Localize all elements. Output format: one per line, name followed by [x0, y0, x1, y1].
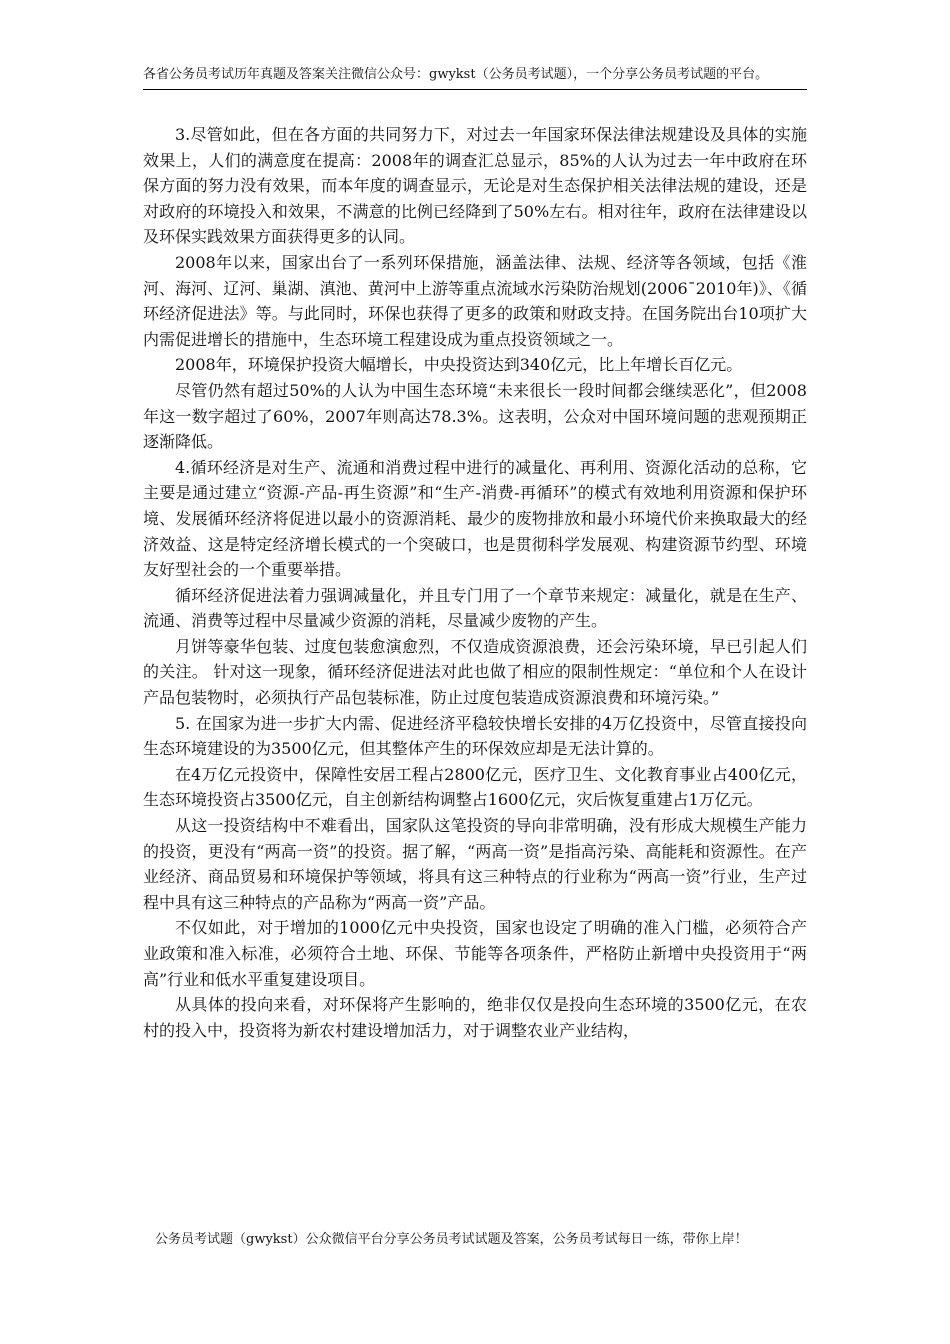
paragraph: 2008年以来，国家出台了一系列环保措施，涵盖法律、法规、经济等各领域，包括《淮河、海河、辽河、巢湖、滇池、黄河中上游等重点流域水污染防治规划(2006¯2010年)》、《循环经济促进法》等。与此同时，环保也获得了更多的政策和财政支持。在国务院出台10项扩大内需促进增长的措施中，生态环境工程建设成为重点投资领域之一。 [143, 252, 807, 349]
paragraph: 月饼等豪华包装、过度包装愈演愈烈，不仅造成资源浪费，还会污染环境，早已引起人们的关注。 针对这一现象，循环经济促进法对此也做了相应的限制性规定：“单位和个人在设计产品包装物时，必须执行产品包装标准，防止过度包装造成资源浪费和环境污染。” [143, 636, 807, 708]
paragraph: 3.尽管如此，但在各方面的共同努力下，对过去一年国家环保法律法规建设及具体的实施效果上，人们的满意度在提高：2008年的调查汇总显示，85%的人认为过去一年中政府在环保方面的努力没有效果，而本年度的调查显示，无论是对生态保护相关法律法规的建设，还是对政府的环境投入和效果，不满意的比例已经降到了50%左右。相对往年，政府在法律建设以及环保实践效果方面获得更多的认同。 [143, 125, 807, 247]
header-divider [143, 89, 807, 90]
paragraph: 从这一投资结构中不难看出，国家队这笔投资的导向非常明确，没有形成大规模生产能力的投资，更没有“两高一资”的投资。据了解，“两高一资”是指高污染、高能耗和资源性。在产业经济、商品贸易和环境保护等领域，将具有这三种特点的行业称为“两高一资”行业，生产过程中具有这三种特点的产品称为“两高一资”产品。 [143, 816, 807, 912]
page-footer: 公务员考试题（gwykst）公众微信平台分享公务员考试试题及答案，公务员考试每日一练，带你上岸！ [155, 1232, 748, 1247]
paragraph: 2008年，环境保护投资大幅增长，中央投资达到340亿元，比上年增长百亿元。 [175, 355, 743, 375]
paragraph: 不仅如此，对于增加的1000亿元中央投资，国家也设定了明确的准入门槛，必须符合产业政策和准入标准，必须符合土地、环保、节能等各项条件，严格防止新增中央投资用于“两高”行业和低水平重复建设项目。 [143, 918, 807, 989]
paragraph: 从具体的投向来看，对环保将产生影响的，绝非仅仅是投向生态环境的3500亿元，在农村的投入中，投资将为新农村建设增加活力，对于调整农业产业结构， [143, 995, 807, 1040]
paragraph: 尽管仍然有超过50%的人认为中国生态环境“未来很长一段时间都会继续恶化”，但2008年这一数字超过了60%，2007年则高达78.3%。这表明，公众对中国环境问题的悲观预期正逐渐降低。 [143, 380, 807, 452]
paragraph: 循环经济促进法着力强调减量化，并且专门用了一个章节来规定：减量化，就是在生产、流通、消费等过程中尽量减少资源的消耗，尽量减少废物的产生。 [143, 585, 807, 631]
page-header: 各省公务员考试历年真题及答案关注微信公众号：gwykst（公务员考试题），一个分享公务员考试题的平台。 [143, 67, 769, 82]
paragraph: 4.循环经济是对生产、流通和消费过程中进行的减量化、再利用、资源化活动的总称，它主要是通过建立“资源-产品-再生资源”和“生产-消费-再循环”的模式有效地利用资源和保护环境、发展循环经济将促进以最小的资源消耗、最少的废物排放和最小环境代价来换取最大的经济效益、这是特定经济增长模式的一个突破口，也是贯彻科学发展观、构建资源节约型、环境友好型社会的一个重要举措。 [143, 457, 807, 580]
paragraph: 在4万亿元投资中，保障性安居工程占2800亿元，医疗卫生、文化教育事业占400亿元，生态环境投资占3500亿元，自主创新结构调整占1600亿元，灾后恢复重建占1万亿元。 [143, 764, 807, 810]
document-body [143, 122, 807, 1043]
paragraph: 5. 在国家为进一步扩大内需、促进经济平稳较快增长安排的4万亿投资中，尽管直接投向生态环境建设的为3500亿元，但其整体产生的环保效应却是无法计算的。 [143, 713, 807, 759]
